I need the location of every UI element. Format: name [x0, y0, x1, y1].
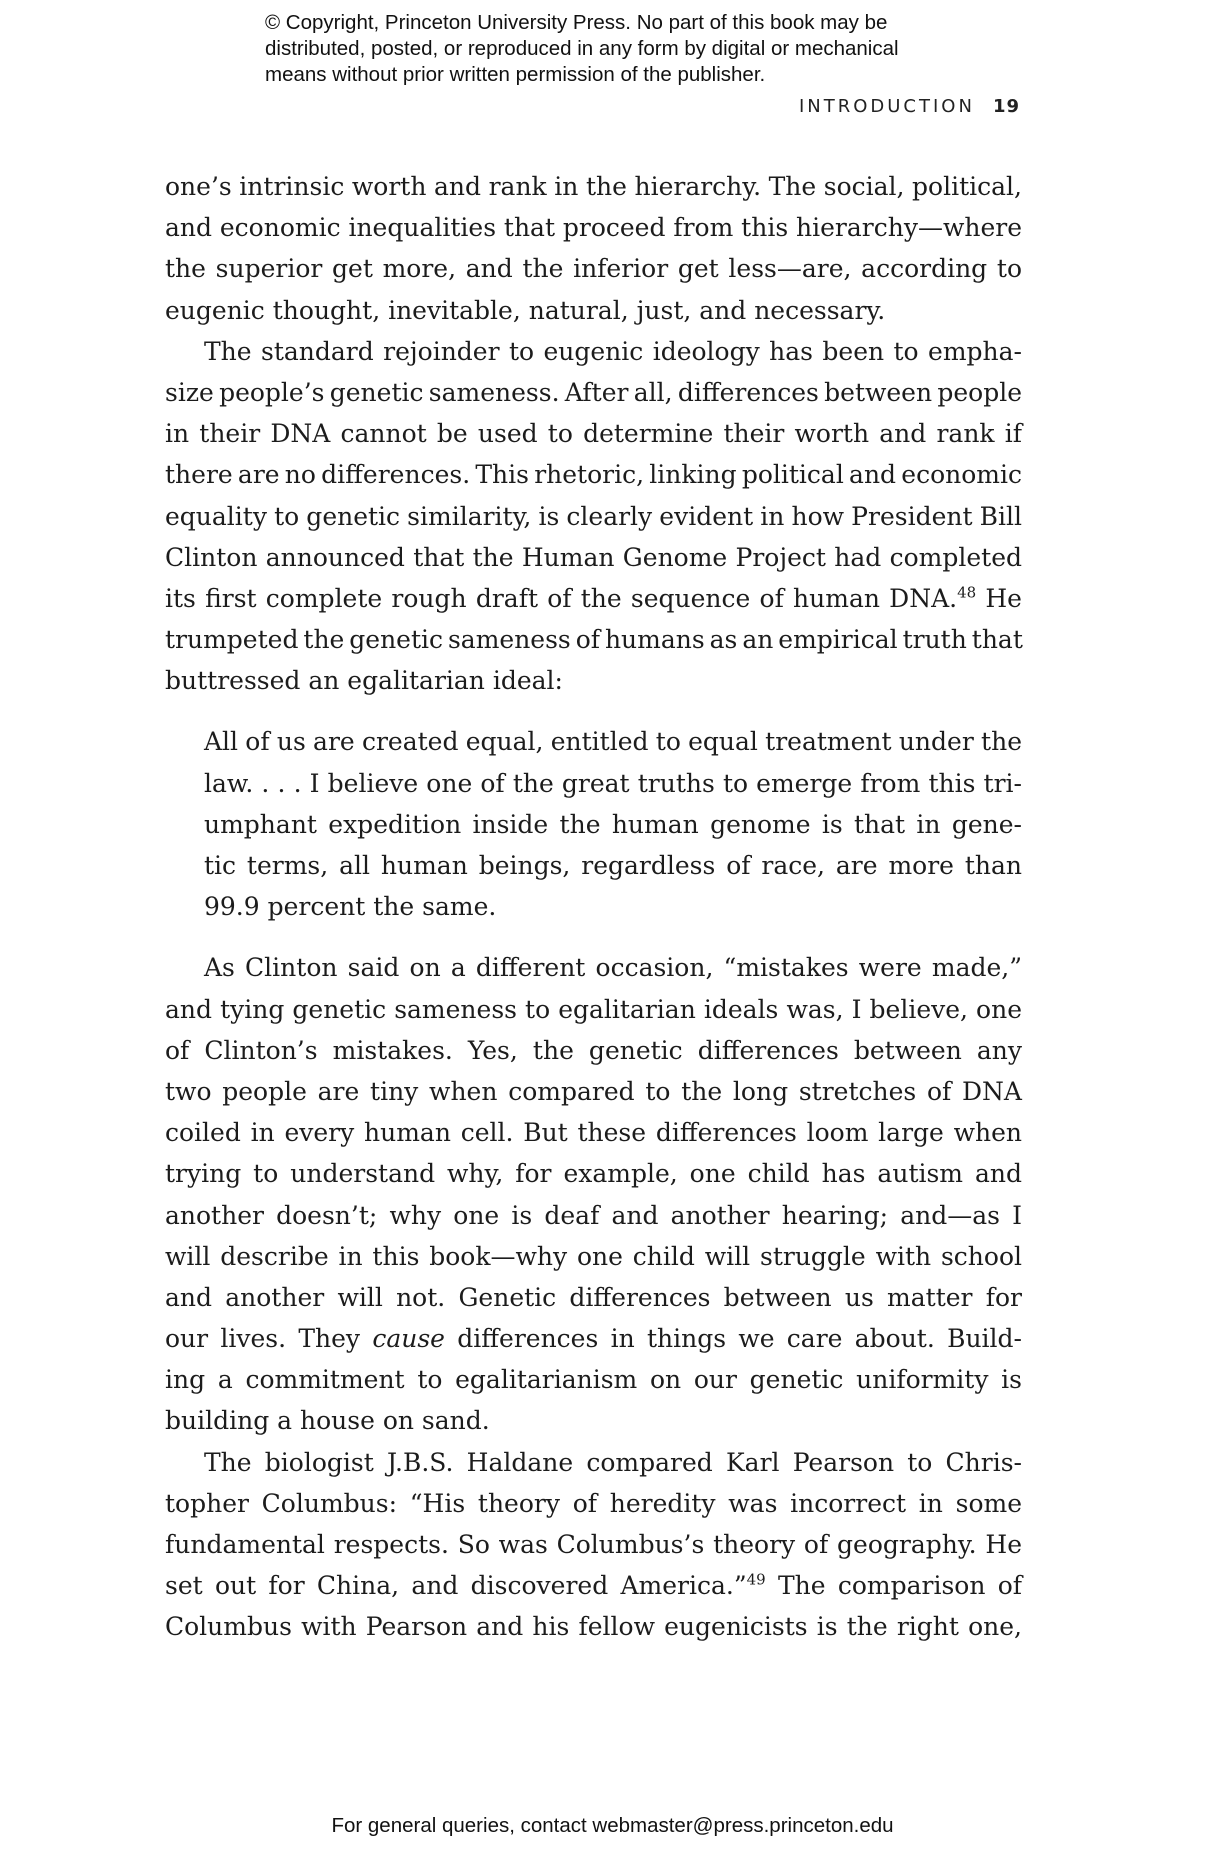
text-line: one’s intrinsic worth and rank in the hierarchy. The social, political,: [165, 172, 1022, 201]
quote-line: 99.9 percent the same.: [204, 892, 497, 922]
copyright-line: means without prior written permission of the publisher.: [265, 63, 766, 86]
quote-line: tic terms, all human beings, regardless of race, are more than: [204, 851, 1022, 880]
text-line: As Clinton said on a different occasion, “mistakes were made,”: [204, 953, 1022, 983]
text-line: Columbus with Pearson and his fellow eugenicists is the right one,: [165, 1612, 1022, 1642]
quote-line: All of us are created equal, entitled to equal treatment under the: [204, 727, 1022, 757]
text-line: and economic inequalities that proceed from this hierarchy—where: [165, 213, 1022, 243]
text-line: and another will not. Genetic differences between us matter for: [165, 1282, 1022, 1312]
text-line: topher Columbus: “His theory of heredity was incorrect in some: [165, 1488, 1022, 1518]
text-line: trying to understand why, for example, one child has autism and: [165, 1159, 1022, 1189]
block-quote: [165, 721, 1022, 927]
text-line: two people are tiny when compared to the long stretches of DNA: [165, 1076, 1022, 1106]
text-line: set out for China, and discovered America.”$^{49}$ The comparison of: [165, 1570, 1022, 1601]
text-line: trumpeted the genetic sameness of humans as an empirical truth that: [165, 625, 1023, 655]
footnote-ref: 49: [746, 1570, 766, 1589]
text-line: Clinton announced that the Human Genome Project had completed: [165, 542, 1022, 572]
running-head: [799, 96, 1020, 117]
text-line: eugenic thought, inevitable, natural, just, and necessary.: [165, 295, 886, 325]
text-line: in their DNA cannot be used to determine their worth and rank if: [165, 419, 1022, 449]
text-line: and tying genetic sameness to egalitarian ideals was, I believe, one: [165, 994, 1022, 1024]
page-number: 19: [992, 96, 1020, 117]
text-line: there are no differences. This rhetoric, linking political and economic: [165, 460, 1022, 490]
text-line: will describe in this book—why one child will struggle with school: [165, 1241, 1022, 1271]
text-line: of Clinton’s mistakes. Yes, the genetic differences between any: [165, 1035, 1022, 1065]
body-text: [165, 166, 1022, 1648]
text-line: the superior get more, and the inferior get less—are, according to: [165, 254, 1022, 284]
copyright-line: © Copyright, Princeton University Press. No part of this book may be: [265, 11, 888, 34]
text-line: The biologist J.B.S. Haldane compared Karl Pearson to Chris-: [204, 1447, 1022, 1477]
copyright-line: distributed, posted, or reproduced in any form by digital or mechanical: [265, 37, 899, 60]
text-line: building a house on sand.: [165, 1406, 490, 1436]
text-line: our lives. They cause differences in things we care about. Build-: [165, 1324, 1022, 1354]
text-line: its first complete rough draft of the sequence of human DNA.$^{48}$ He: [165, 583, 1022, 613]
copyright-notice: [265, 10, 1025, 88]
chapter-title: INTRODUCTION: [798, 96, 975, 117]
footnote-ref: 48: [957, 583, 977, 602]
text-line: equality to genetic similarity, is clearly evident in how President Bill: [165, 501, 1023, 531]
text-line: ing a commitment to egalitarianism on our genetic uniformity is: [165, 1365, 1022, 1395]
text-line: size people’s genetic sameness. After all, differences between people: [165, 377, 1022, 407]
quote-line: umphant expedition inside the human genome is that in gene-: [204, 809, 1022, 839]
emphasis: cause: [372, 1324, 445, 1354]
text-line: another doesn’t; why one is deaf and another hearing; and—as I: [165, 1200, 1022, 1230]
text-line: The standard rejoinder to eugenic ideology has been to empha-: [204, 336, 1022, 366]
text-line: coiled in every human cell. But these differences loom large when: [165, 1118, 1022, 1148]
text-line: buttressed an egalitarian ideal:: [165, 666, 563, 696]
quote-line: law. . . . I believe one of the great truths to emerge from this tri-: [204, 768, 1022, 798]
footer-contact: For general queries, contact webmaster@press.princeton.edu: [331, 1814, 894, 1837]
text-line: fundamental respects. So was Columbus’s theory of geography. He: [165, 1530, 1022, 1559]
